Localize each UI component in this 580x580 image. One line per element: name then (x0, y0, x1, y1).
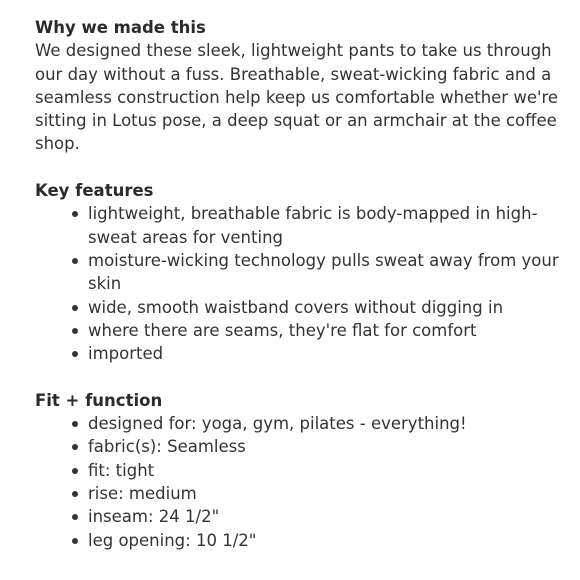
section-spacer (35, 156, 570, 179)
fit-function-item: fabric(s): Seamless (88, 435, 570, 458)
fit-function-item: leg opening: 10 1/2" (88, 529, 570, 552)
fit-function-item: fit: tight (88, 459, 570, 482)
fit-function-list (35, 412, 570, 552)
key-feature-item: where there are seams, they're flat for comfort (88, 319, 570, 342)
fit-function-item: inseam: 24 1/2" (88, 505, 570, 528)
fit-function-heading: Fit + function (35, 390, 163, 410)
key-feature-item: moisture-wicking technology pulls sweat away from your skin (88, 249, 570, 296)
fit-function-item: rise: medium (88, 482, 570, 505)
product-description (35, 16, 570, 552)
why-we-made-this-heading: Why we made this (35, 18, 206, 37)
key-features-heading: Key features (35, 181, 154, 201)
key-feature-item: lightweight, breathable fabric is body-mapped in high-sweat areas for venting (88, 202, 570, 249)
key-feature-item: wide, smooth waistband covers without digging in (88, 296, 570, 319)
section-spacer (35, 365, 570, 388)
why-we-made-this-text: We designed these sleek, lightweight pants to take us through our day without a fuss. Breathable, sweat-wicking fabric and a seamless construction help keep us comfortable whether we're sitting in Lotus pose, a deep squat or an armchair at the coffee shop. (35, 41, 559, 154)
key-features-list (35, 202, 570, 365)
fit-function-item: designed for: yoga, gym, pilates - everything! (88, 412, 570, 435)
key-feature-item: imported (88, 342, 570, 365)
